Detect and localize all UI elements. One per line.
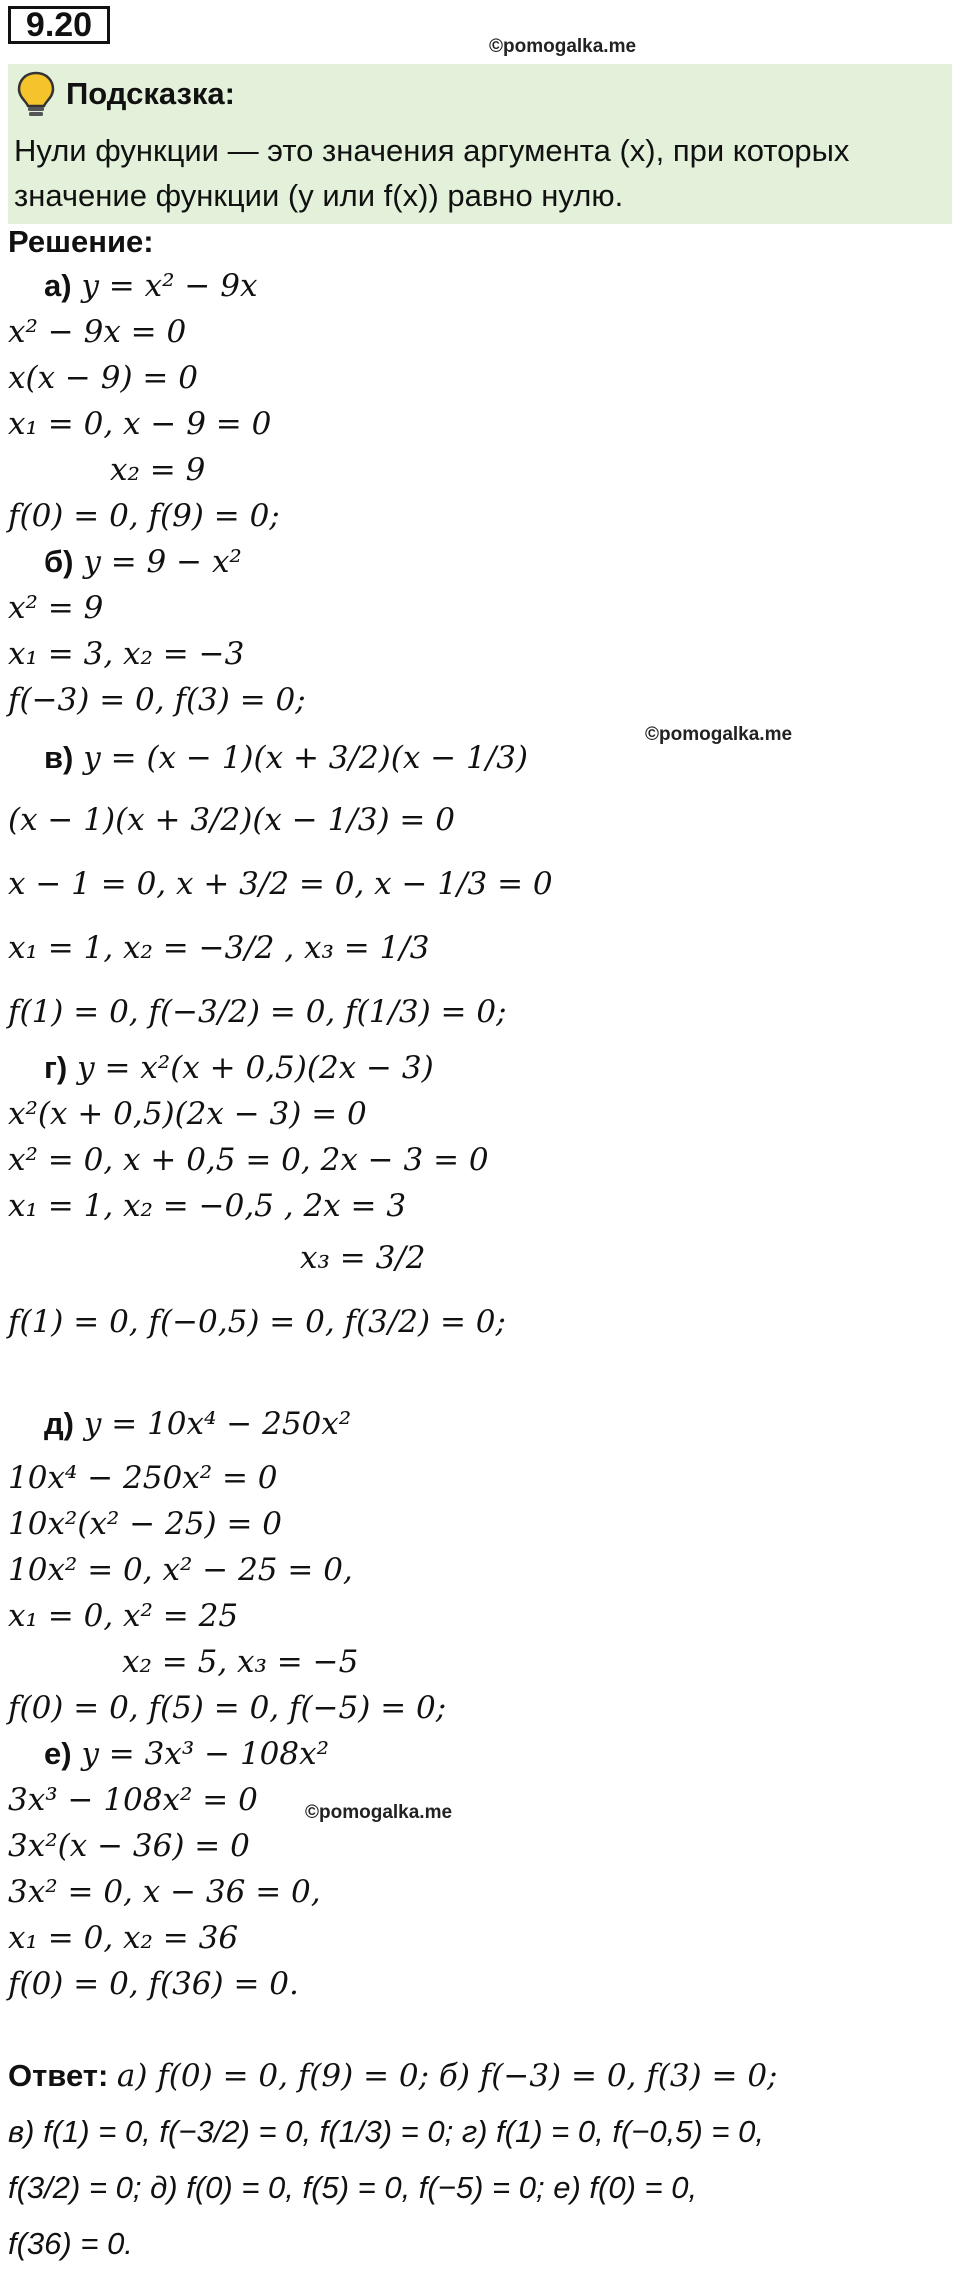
solution-line: 10x² = 0, x² − 25 = 0, bbox=[8, 1552, 353, 1588]
watermark: ©pomogalka.me bbox=[305, 1802, 453, 1823]
solution-line: x(x − 9) = 0 bbox=[8, 360, 198, 396]
hint-title: Подсказка: bbox=[66, 76, 235, 111]
solution-line-b-title: б) y = 9 − x² bbox=[44, 544, 242, 580]
solution-line: f(1) = 0, f(−3/2) = 0, f(1/3) = 0; bbox=[8, 994, 507, 1030]
answer-label: Ответ: bbox=[8, 2058, 109, 2093]
solution-line-a-title: а) y = x² − 9x bbox=[44, 268, 258, 304]
solution-line: x²(x + 0,5)(2x − 3) = 0 bbox=[8, 1096, 367, 1132]
answer-line-1: Ответ: а) f(0) = 0, f(9) = 0; б) f(−3) = 0, f(3) = 0; bbox=[8, 2058, 778, 2094]
solution-line: x₁ = 0, x − 9 = 0 bbox=[8, 406, 272, 442]
solution-line: x² = 0, x + 0,5 = 0, 2x − 3 = 0 bbox=[8, 1142, 489, 1178]
solution-line: f(0) = 0, f(9) = 0; bbox=[8, 498, 280, 534]
solution-line: x₁ = 0, x₂ = 36 bbox=[8, 1920, 239, 1956]
solution-line: x₂ = 9 bbox=[110, 452, 206, 488]
solution-line-g-title: г) y = x²(x + 0,5)(2x − 3) bbox=[44, 1050, 434, 1086]
solution-line-v-title: в) y = (x − 1)(x + 3/2)(x − 1/3) bbox=[44, 740, 529, 776]
solution-line: 10x⁴ − 250x² = 0 bbox=[8, 1460, 278, 1496]
solution-line: f(−3) = 0, f(3) = 0; bbox=[8, 682, 306, 718]
solution-line: 3x² = 0, x − 36 = 0, bbox=[8, 1874, 321, 1910]
solution-line: 10x²(x² − 25) = 0 bbox=[8, 1506, 282, 1542]
watermark: ©pomogalka.me bbox=[645, 724, 793, 745]
hint-text: Нули функции — это значения аргумента (x), при которых значение функции (y или f(x)) равно нулю. bbox=[14, 133, 850, 213]
answer-line-3: f(3/2) = 0; д) f(0) = 0, f(5) = 0, f(−5) = 0; е) f(0) = 0, bbox=[8, 2170, 698, 2205]
watermark: ©pomogalka.me bbox=[489, 36, 637, 57]
solution-line: x₁ = 1, x₂ = −0,5 , 2x = 3 bbox=[8, 1188, 407, 1224]
solution-line: x² − 9x = 0 bbox=[8, 314, 187, 350]
solution-line: 3x³ − 108x² = 0 bbox=[8, 1782, 258, 1818]
lightbulb-icon bbox=[16, 70, 56, 122]
problem-number: 9.20 bbox=[8, 6, 110, 44]
solution-line: f(1) = 0, f(−0,5) = 0, f(3/2) = 0; bbox=[8, 1304, 506, 1340]
solution-line: 3x²(x − 36) = 0 bbox=[8, 1828, 250, 1864]
solution-line-e-title: е) y = 3x³ − 108x² bbox=[44, 1736, 330, 1772]
answer-line-2: в) f(1) = 0, f(−3/2) = 0, f(1/3) = 0; г) f(1) = 0, f(−0,5) = 0, bbox=[8, 2114, 764, 2149]
solution-line: x² = 9 bbox=[8, 590, 104, 626]
solution-line: f(0) = 0, f(5) = 0, f(−5) = 0; bbox=[8, 1690, 447, 1726]
solution-line: x − 1 = 0, x + 3/2 = 0, x − 1/3 = 0 bbox=[8, 866, 553, 902]
solution-title: Решение: bbox=[8, 224, 154, 259]
solution-line: x₁ = 1, x₂ = −3/2 , x₃ = 1/3 bbox=[8, 930, 430, 966]
answer-line-4: f(36) = 0. bbox=[8, 2226, 133, 2261]
solution-line: (x − 1)(x + 3/2)(x − 1/3) = 0 bbox=[8, 802, 455, 838]
solution-line-d-title: д) y = 10x⁴ − 250x² bbox=[44, 1406, 352, 1442]
solution-line: x₁ = 0, x² = 25 bbox=[8, 1598, 239, 1634]
solution-line: f(0) = 0, f(36) = 0. bbox=[8, 1966, 299, 2002]
solution-line: x₂ = 5, x₃ = −5 bbox=[122, 1644, 359, 1680]
solution-line: x₃ = 3/2 bbox=[300, 1240, 426, 1276]
solution-line: x₁ = 3, x₂ = −3 bbox=[8, 636, 245, 672]
